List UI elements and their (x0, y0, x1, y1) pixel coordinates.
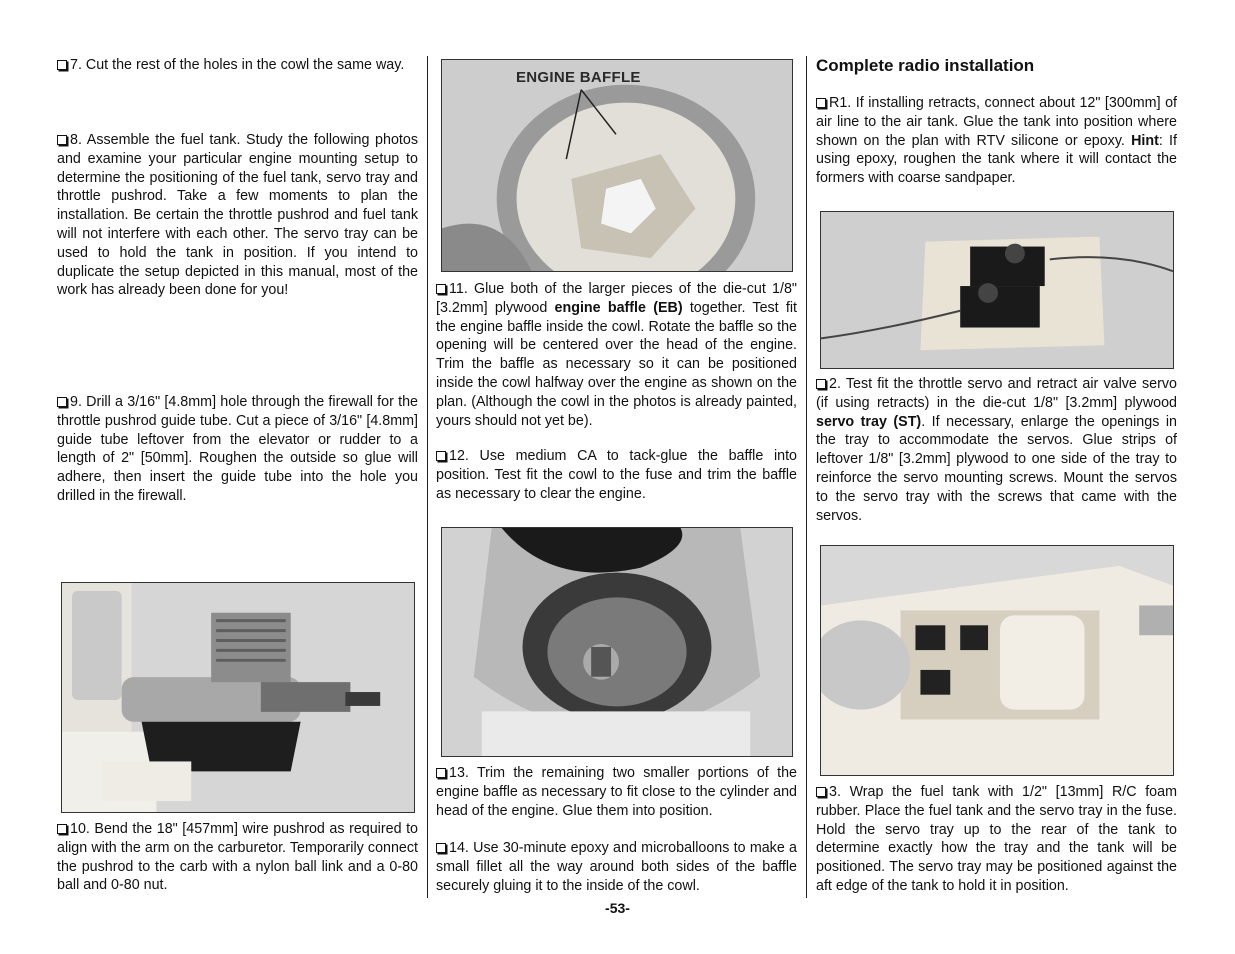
cowl-baffle-photo (441, 527, 793, 757)
step-2: 2. Test fit the throttle servo and retract air valve servo (if using retracts) in the die-cut 1/8" [3.2mm] plywood servo tray (ST). If necessary, enlarge the openings in the tray to accommodate the servos. Glue strips of leftover 1/8" [3.2mm] plywood to one side of the tray to reinforce the servo mounting screws. Mount the servos to the servo tray with the screws that came with the servos. (816, 376, 1177, 524)
engine-baffle-photo (441, 59, 793, 272)
engine-baffle-term: engine baffle (EB) (554, 299, 683, 316)
step-12: 12. Use medium CA to tack-glue the baffle into position. Test fit the cowl to the fuse and trim the baffle as necessary to clear the engine. (436, 448, 797, 502)
hint-label: Hint (1131, 132, 1159, 149)
fuselage-tank-photo (820, 545, 1174, 776)
step-11: 11. Glue both of the larger pieces of the die-cut 1/8" [3.2mm] plywood engine baffle (EB) together. Test fit the engine baffle inside the cowl. Rotate the baffle so the opening will be centered over the head of the engine. Trim the baffle as necessary so it can be positioned inside the cowl halfway over the engine as shown on the plan. (Although the cowl in the photos is already painted, yours should not yet be). (436, 281, 797, 429)
step-10: 10. Bend the 18" [457mm] wire pushrod as required to align with the arm on the carburetor. Temporarily connect the pushrod to the carb with a nylon ball link and a 0-80 ball and 0-80 nut. (57, 821, 418, 894)
checkbox-icon[interactable] (57, 60, 67, 70)
step-r1: R1. If installing retracts, connect about 12" [300mm] of air line to the air tank. Glue the tank into position where shown on the plan with RTV silicone or epoxy. Hint: If using epoxy, roughen the tank where it will contact the formers with coarse sandpaper. (816, 95, 1177, 187)
checkbox-icon[interactable] (816, 379, 826, 389)
column-divider-2 (806, 56, 807, 898)
step-3: 3. Wrap the fuel tank with 1/2" [13mm] R/C foam rubber. Place the fuel tank and the servo tray in the fuse. Hold the servo tray up to the rear of the tank to determine exactly how the tray and the tank will be positioned. The servo tray may be positioned against the aft edge of the tank to hold it in position. (816, 784, 1177, 894)
checkbox-icon[interactable] (816, 787, 826, 797)
page-number: -53- (605, 900, 630, 916)
step-14: 14. Use 30-minute epoxy and microballoons to make a small fillet all the way around both sides of the baffle securely gluing it to the inside of the cowl. (436, 840, 797, 894)
column-divider-1 (427, 56, 428, 898)
checkbox-icon[interactable] (436, 843, 446, 853)
step-8: 8. Assemble the fuel tank. Study the following photos and examine your particular engine mounting setup to determine the positioning of the fuel tank, servo tray and throttle pushrod. Take a few moments to plan the installation. Be certain the throttle pushrod and fuel tank will not interfere with each other. The servo tray can be used to hold the tank in position. If you intend to duplicate the setup depicted in this manual, most of the work has already been done for you! (57, 132, 418, 299)
step-7: 7. Cut the rest of the holes in the cowl the same way. (57, 56, 418, 75)
checkbox-icon[interactable] (57, 824, 67, 834)
step-13: 13. Trim the remaining two smaller portions of the engine baffle as necessary to fit close to the cylinder and head of the engine. Glue them into position. (436, 765, 797, 819)
section-heading: Complete radio installation (816, 56, 1035, 75)
servo-tray-photo (820, 211, 1174, 369)
step-9: 9. Drill a 3/16" [4.8mm] hole through the firewall for the throttle pushrod guide tube. Cut a piece of 3/16" [4.8mm] guide tube leftover from the elevator or rudder to a length of 2" [50mm]. Roughen the outside so glue will adhere, then insert the guide tube into the hole you drilled in the firewall. (57, 394, 418, 504)
checkbox-icon[interactable] (436, 284, 446, 294)
engine-pushrod-photo (61, 582, 415, 813)
checkbox-icon[interactable] (816, 98, 826, 108)
checkbox-icon[interactable] (436, 451, 446, 461)
engine-baffle-label: ENGINE BAFFLE (516, 69, 641, 86)
checkbox-icon[interactable] (57, 135, 67, 145)
servo-tray-term: servo tray (ST) (816, 413, 922, 430)
checkbox-icon[interactable] (57, 397, 67, 407)
checkbox-icon[interactable] (436, 768, 446, 778)
